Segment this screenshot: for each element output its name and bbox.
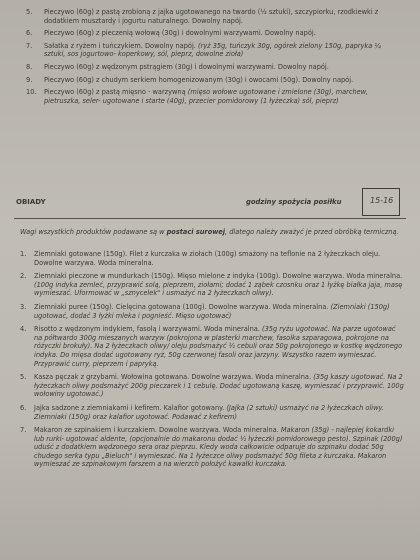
dinner-list bbox=[0, 250, 420, 474]
list-item bbox=[0, 63, 420, 72]
note-text-start: Wagi wszystkich produktów podawane są w bbox=[20, 228, 167, 236]
weights-note bbox=[20, 228, 400, 237]
section-title: OBIADY bbox=[16, 198, 46, 206]
top-item-list bbox=[0, 8, 420, 105]
item-detail-text: (Ziemniaki (150g) ugotować, dodać 3 łyżki mleka i pognieść. Mięso ugotować) bbox=[34, 302, 390, 320]
item-detail-text: (mięso wołowe ugotowane i zmielone (30g), marchew, pietruszka, seler- ugotowane i starte (40g), przecier pomidorowy (1 łyżeczka) sól, pieprz) bbox=[44, 88, 368, 105]
item-main-text: Sałatka z ryżem i tuńczykiem. Dowolny napój. bbox=[44, 41, 196, 50]
item-detail-text: (100g indyka zemleć, przyprawić solą, pieprzem, ziołami; dodać 1 ząbek czosnku oraz 1 łyżkę białka jaja, masę wymieszać. Uformować w „sznycelek" i usmażyć na 2 łyżeczkach oliwy). bbox=[34, 280, 403, 298]
item-number: 7. bbox=[20, 426, 27, 435]
list-item bbox=[0, 88, 420, 105]
main-item-list bbox=[0, 250, 420, 469]
item-number: 4. bbox=[20, 325, 27, 334]
list-item bbox=[0, 373, 420, 399]
section-divider bbox=[14, 218, 406, 219]
list-item bbox=[0, 29, 420, 38]
meal-hours-label: godziny spożycia posiłku bbox=[246, 198, 342, 206]
list-item bbox=[0, 426, 420, 469]
item-detail-text: (ryż 35g, tuńczyk 30g, ogórek zielony 150g, papryka ¼ sztuki, sos jogurtowo- koperkowy, sól, pieprz, dowolne zioła) bbox=[44, 41, 381, 59]
list-item bbox=[0, 303, 420, 320]
item-number: 8. bbox=[26, 62, 33, 71]
item-number: 3. bbox=[20, 302, 27, 311]
list-item bbox=[0, 325, 420, 368]
list-item bbox=[0, 42, 420, 59]
item-main-text: Ziemniaki pieczone w mundurkach (150g). Mięso mielone z indyka (100g). Dowolne warzywa. Woda mineralna. bbox=[34, 272, 403, 281]
list-item bbox=[0, 8, 420, 25]
item-detail-text: (Jajka (2 sztuki) usmażyć na 2 łyżeczkach oliwy. Ziemniaki (150g) oraz kalafior ugotować. Podawać z kefirem) bbox=[34, 403, 385, 421]
previous-meal-list bbox=[0, 8, 420, 109]
meal-hours-value: 15-16 bbox=[370, 196, 394, 205]
note-emphasis: postaci surowej bbox=[166, 228, 226, 236]
item-main-text: Ziemniaki puree (150g). Cielęcina gotowana (100g). Dowolne warzywa. Woda mineralna. bbox=[34, 302, 329, 311]
note-text-end: , dlatego należy zważyć je przed obróbką termiczną. bbox=[225, 228, 399, 236]
item-number: 1. bbox=[20, 250, 27, 258]
list-item bbox=[0, 250, 420, 267]
item-main-text: Pieczywo (60g) z chudym serkiem homogenizowanym (30g) i owocami (50g). Dowolny napój. bbox=[44, 75, 354, 84]
meal-hours-box bbox=[362, 188, 400, 216]
item-main-text: Risotto z wędzonym indykiem, fasolą i warzywami. Woda mineralna. bbox=[34, 325, 260, 334]
item-number: 9. bbox=[26, 75, 33, 84]
list-item bbox=[0, 404, 420, 421]
item-main-text: Pieczywo (60g) z pieczenią wołową (30g) i dowolnymi warzywami. Dowolny napój. bbox=[44, 29, 316, 38]
item-number: 6. bbox=[26, 29, 33, 38]
item-detail-text: (35g ryżu ugotować. Na parze ugotować na półtwardo 300g mieszanych warzyw (pokrojona w plasterki marchew, fasolka szparagowa, pokrojone na różyczki brokuły). Na 2 łyżeczkach oliwy/ oleju podsmażyć ½ cebuli oraz 50g pokrojonego w kostkę wędzonego indyka. Do mięsa dodać ugotowany ryż, 50g czerwonej fasoli oraz jarzyny. Wszystko razem wymieszać. Przyprawić curry, pieprzem i papryką. bbox=[34, 325, 403, 368]
item-main-text: Jajka sadzone z ziemniakami i kefirem. Kalafior gotowany. bbox=[34, 403, 225, 412]
item-number: 10. bbox=[26, 88, 37, 97]
item-detail-text: Makaron (35g) - najlepiej kokardki lub rurki- ugotować aldente, (opcjonalnie do makaronu dodać ½ łyżeczki pomidorowego pesto). Szpinak (200g) uduść z dodatkiem wędzonego sera oraz pieprzu. Kiedy woda całkowicie odparuje do szpinaku dodać 50g chudego serka typu „Bieluch" i wymieszać. Na 1 łyżeczce oliwy podsmażyć 50g fileta z kurczaka. Makaron wymieszać ze szpinakowym farszem a na wierzch położyć kawałki kurczaka. bbox=[34, 426, 403, 469]
item-main-text: Kasza pęczak z grzybami. Wołowina gotowana. Dowolne warzywa. Woda mineralna. bbox=[34, 373, 312, 382]
list-item bbox=[0, 272, 420, 298]
item-number: 5. bbox=[26, 8, 33, 16]
list-item bbox=[0, 76, 420, 85]
item-number: 2. bbox=[20, 272, 27, 281]
item-main-text: Pieczywo (60g) z pastą mięsno - warzywną bbox=[44, 88, 186, 97]
item-main-text: Pieczywo (60g) z pastą zrobioną z jajka ugotowanego na twardo (½ sztuki), szczypiorku, rzodkiewki z dodatkiem musztardy i jogurtu naturalnego. Dowolny napój. bbox=[44, 8, 379, 25]
item-number: 7. bbox=[26, 41, 33, 50]
item-detail-text: (35g kaszy ugotować. Na 2 łyżeczkach oliwy podsmażyć 200g pieczarek i 1 cebulę. Dodać ugotowaną kaszę, wymieszać i przyprawić. 100g wołowiny ugotować.) bbox=[34, 373, 404, 399]
item-main-text: Makaron ze szpinakiem i kurczakiem. Dowolne warzywa. Woda mineralna. bbox=[34, 426, 279, 435]
item-number: 6. bbox=[20, 403, 27, 412]
item-main-text: Ziemniaki gotowane (150g). Filet z kurczaka w ziołach (100g) smażony na teflonie na 2 łyżeczkach oleju. Dowolne warzywa. Woda mineralna. bbox=[34, 250, 381, 267]
item-number: 5. bbox=[20, 373, 27, 382]
item-main-text: Pieczywo (60g) z wędzonym pstrągiem (30g) i dowolnymi warzywami. Dowolny napój. bbox=[44, 62, 329, 71]
